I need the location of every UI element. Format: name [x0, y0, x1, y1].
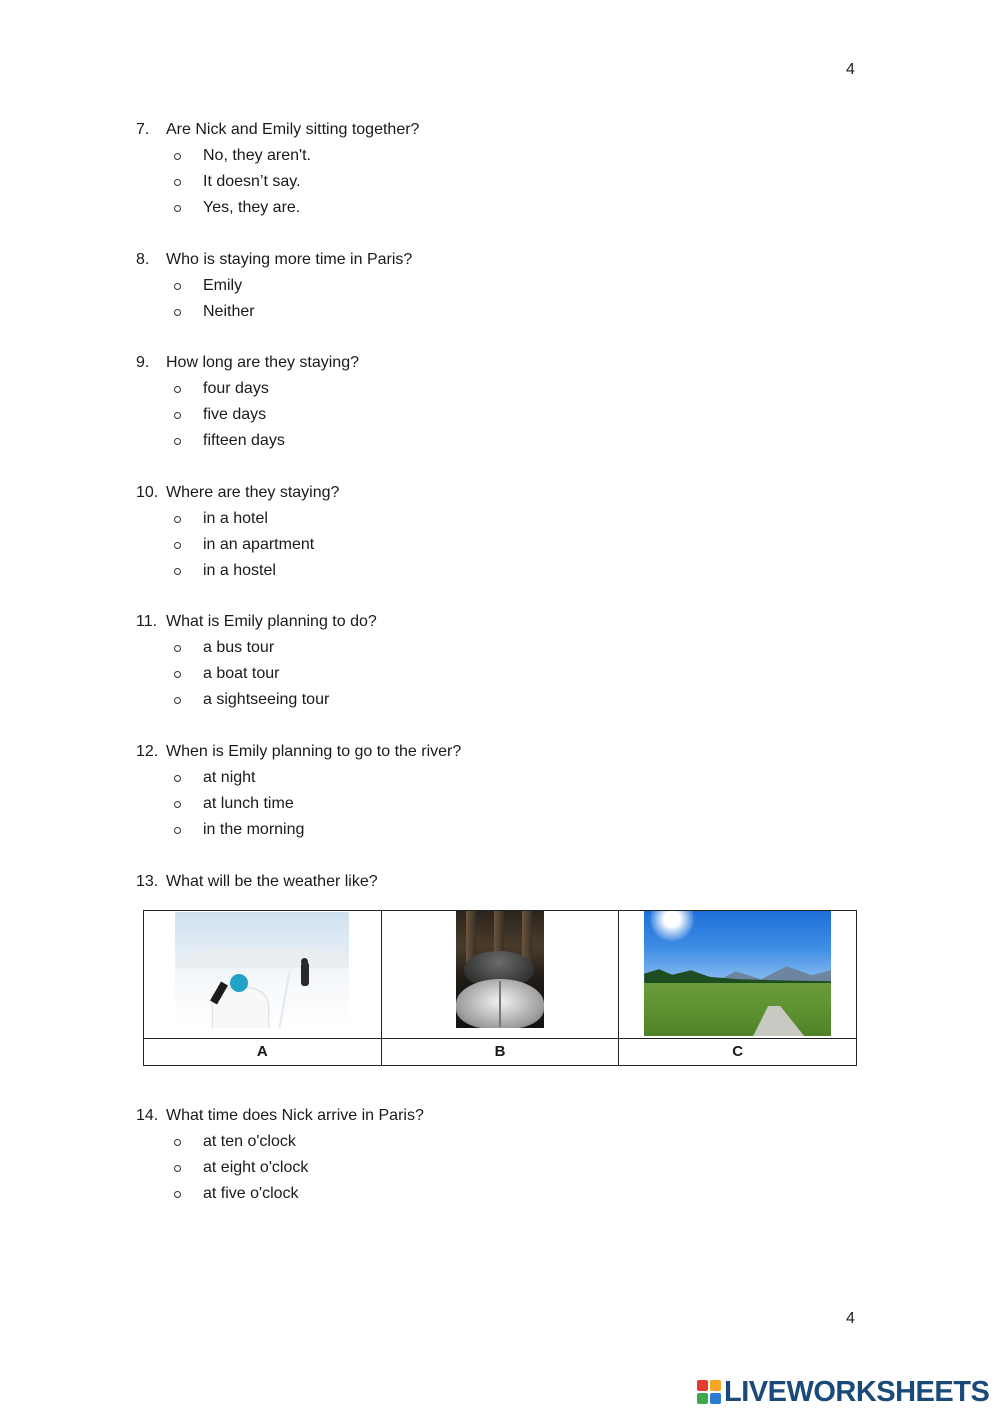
page-number-bottom: 4 — [846, 1310, 855, 1327]
weather-label-b: B — [381, 1039, 619, 1066]
option-label: a sightseeing tour — [203, 691, 330, 708]
rain-image — [456, 911, 544, 1028]
option-list — [136, 635, 377, 713]
question-number: 8. — [136, 251, 150, 268]
question-2 — [136, 350, 359, 454]
radio-bullet-icon[interactable] — [174, 516, 181, 523]
answer-option[interactable] — [136, 402, 359, 428]
answer-option[interactable] — [136, 532, 339, 558]
question-6 — [136, 869, 378, 895]
option-label: Neither — [203, 303, 255, 320]
sunny-image — [644, 911, 831, 1036]
question-number: 11. — [136, 613, 158, 630]
radio-bullet-icon[interactable] — [174, 827, 181, 834]
weather-cell-a[interactable] — [144, 911, 382, 1039]
radio-bullet-icon[interactable] — [174, 386, 181, 393]
radio-bullet-icon[interactable] — [174, 542, 181, 549]
option-list — [136, 376, 359, 454]
answer-option[interactable] — [136, 687, 377, 713]
answer-option[interactable] — [136, 635, 377, 661]
option-label: It doesn’t say. — [203, 173, 301, 190]
answer-option[interactable] — [136, 765, 461, 791]
question-text: What is Emily planning to do? — [166, 613, 377, 630]
question-line — [136, 869, 378, 895]
radio-bullet-icon[interactable] — [174, 671, 181, 678]
option-list — [136, 143, 419, 221]
question-line — [136, 739, 461, 765]
question-number: 10. — [136, 484, 159, 501]
question-line — [136, 350, 359, 376]
answer-option[interactable] — [136, 273, 412, 299]
option-list — [136, 765, 461, 843]
radio-bullet-icon[interactable] — [174, 645, 181, 652]
question-line — [136, 117, 419, 143]
question-5 — [136, 739, 461, 843]
question-text: When is Emily planning to go to the river? — [166, 743, 462, 760]
answer-option[interactable] — [136, 169, 419, 195]
question-7 — [136, 1103, 424, 1207]
weather-label-a: A — [144, 1039, 382, 1066]
question-3 — [136, 480, 339, 584]
radio-bullet-icon[interactable] — [174, 283, 181, 290]
option-list — [136, 1129, 424, 1207]
option-label: a bus tour — [203, 639, 275, 656]
option-list — [136, 273, 412, 325]
option-label: No, they aren't. — [203, 147, 311, 164]
option-label: at eight o'clock — [203, 1159, 309, 1176]
answer-option[interactable] — [136, 558, 339, 584]
question-line — [136, 609, 377, 635]
page-number-top: 4 — [846, 61, 855, 78]
weather-label-c: C — [619, 1039, 857, 1066]
answer-option[interactable] — [136, 661, 377, 687]
question-4 — [136, 609, 377, 713]
answer-option[interactable] — [136, 791, 461, 817]
question-0 — [136, 117, 419, 221]
question-line — [136, 247, 412, 273]
radio-bullet-icon[interactable] — [174, 775, 181, 782]
logo-text: LIVEWORKSHEETS — [724, 1375, 990, 1408]
radio-bullet-icon[interactable] — [174, 309, 181, 316]
radio-bullet-icon[interactable] — [174, 1139, 181, 1146]
liveworksheets-logo[interactable] — [697, 1374, 989, 1410]
question-number: 13. — [136, 873, 159, 890]
answer-option[interactable] — [136, 1181, 424, 1207]
answer-option[interactable] — [136, 143, 419, 169]
option-label: four days — [203, 380, 269, 397]
radio-bullet-icon[interactable] — [174, 153, 181, 160]
question-text: What will be the weather like? — [166, 873, 378, 890]
radio-bullet-icon[interactable] — [174, 438, 181, 445]
question-text: How long are they staying? — [166, 354, 359, 371]
weather-cell-c[interactable] — [619, 911, 857, 1039]
radio-bullet-icon[interactable] — [174, 205, 181, 212]
option-list — [136, 506, 339, 584]
option-label: Yes, they are. — [203, 199, 301, 216]
weather-cell-b[interactable] — [381, 911, 619, 1039]
answer-option[interactable] — [136, 506, 339, 532]
answer-option[interactable] — [136, 195, 419, 221]
question-text: What time does Nick arrive in Paris? — [166, 1107, 424, 1124]
radio-bullet-icon[interactable] — [174, 568, 181, 575]
radio-bullet-icon[interactable] — [174, 1165, 181, 1172]
question-text: Are Nick and Emily sitting together? — [166, 121, 420, 138]
answer-option[interactable] — [136, 1129, 424, 1155]
radio-bullet-icon[interactable] — [174, 412, 181, 419]
option-label: in an apartment — [203, 536, 315, 553]
radio-bullet-icon[interactable] — [174, 801, 181, 808]
weather-options-table — [143, 910, 857, 1066]
option-label: at night — [203, 769, 256, 786]
answer-option[interactable] — [136, 1155, 424, 1181]
question-text: Who is staying more time in Paris? — [166, 251, 413, 268]
question-text: Where are they staying? — [166, 484, 340, 501]
option-label: Emily — [203, 277, 243, 294]
question-line — [136, 1103, 424, 1129]
answer-option[interactable] — [136, 299, 412, 325]
option-label: in a hostel — [203, 562, 276, 579]
answer-option[interactable] — [136, 376, 359, 402]
option-label: five days — [203, 406, 267, 423]
logo-mark-icon — [697, 1380, 721, 1404]
option-label: at lunch time — [203, 795, 294, 812]
question-line — [136, 480, 339, 506]
snow-image — [175, 912, 349, 1028]
option-label: at five o'clock — [203, 1185, 299, 1202]
answer-option[interactable] — [136, 817, 461, 843]
answer-option[interactable] — [136, 428, 359, 454]
option-label: a boat tour — [203, 665, 280, 682]
radio-bullet-icon[interactable] — [174, 1191, 181, 1198]
radio-bullet-icon[interactable] — [174, 179, 181, 186]
option-label: at ten o'clock — [203, 1133, 296, 1150]
question-number: 7. — [136, 121, 150, 138]
question-1 — [136, 247, 412, 325]
question-number: 12. — [136, 743, 159, 760]
option-label: fifteen days — [203, 432, 285, 449]
question-number: 9. — [136, 354, 150, 371]
option-label: in the morning — [203, 821, 305, 838]
radio-bullet-icon[interactable] — [174, 697, 181, 704]
option-label: in a hotel — [203, 510, 268, 527]
question-number: 14. — [136, 1107, 159, 1124]
